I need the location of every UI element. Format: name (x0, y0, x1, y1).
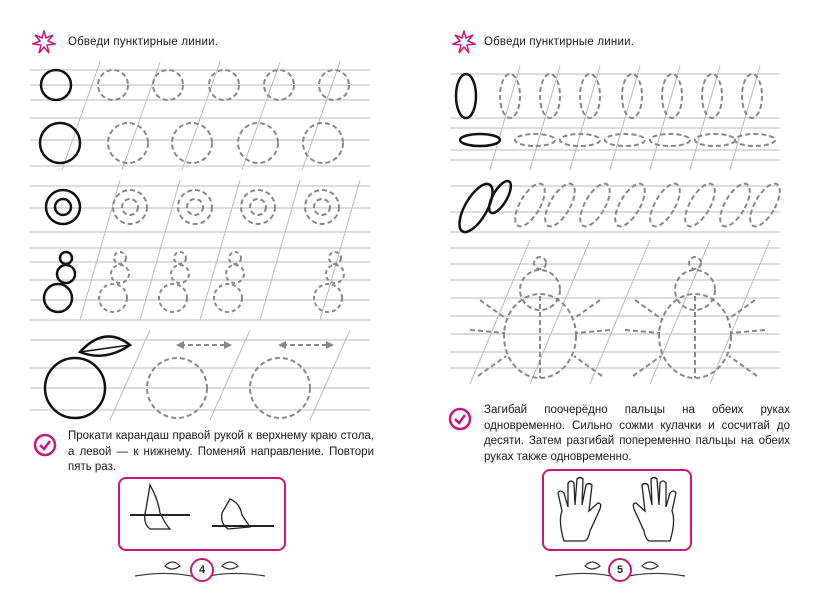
sample-snowman (44, 252, 75, 312)
bird-icon (642, 562, 658, 569)
dashed-flat-ovals (515, 134, 775, 146)
dashed-snowmen (99, 252, 344, 312)
hands-pencil-illustration (120, 479, 284, 549)
sample-large-circle (40, 123, 80, 163)
bird-icon (165, 562, 180, 569)
instruction-text: Обведи пунктирные линии. (484, 36, 635, 48)
hand-icon (633, 478, 676, 542)
dashed-slanted-ovals (509, 179, 785, 231)
dashed-large-circles (108, 123, 343, 163)
sample-concentric-circles (46, 190, 80, 224)
illustration-frame (542, 469, 692, 551)
sample-tall-oval (456, 74, 476, 118)
hand-icon (222, 499, 250, 529)
right-page (410, 0, 820, 594)
task-text: Загибай поочерёдно пальцы на обеих руках одновременно. Сильно сожми кулачки и сосчитай до десяти. Затем разгибай попеременно пальцы на обеих руках также одновременно. (484, 404, 790, 463)
bird-icon (222, 562, 238, 569)
dashed-concentric-circles (113, 190, 339, 224)
check-circle-icon (33, 433, 57, 457)
slant-lines (62, 62, 360, 420)
hand-icon (558, 478, 601, 542)
star-burst-icon (32, 30, 56, 54)
task-text: Прокати карандаш правой рукой к верхнему краю стола, а левой — к нижнему. Поменяй направление. Повтори пять раз. (68, 430, 374, 473)
star-burst-icon (452, 30, 476, 54)
hand-icon (145, 485, 170, 529)
page-number: 5 (608, 558, 632, 582)
sample-flat-oval (460, 134, 500, 146)
check-circle-icon (448, 407, 472, 431)
sample-apple (45, 336, 130, 418)
hands-illustration (544, 471, 690, 549)
instruction-text: Обведи пунктирные линии. (68, 36, 219, 48)
illustration-frame (118, 477, 286, 551)
sample-slanted-ovals (453, 178, 515, 237)
bird-icon (585, 562, 600, 569)
page-number: 4 (190, 558, 214, 582)
